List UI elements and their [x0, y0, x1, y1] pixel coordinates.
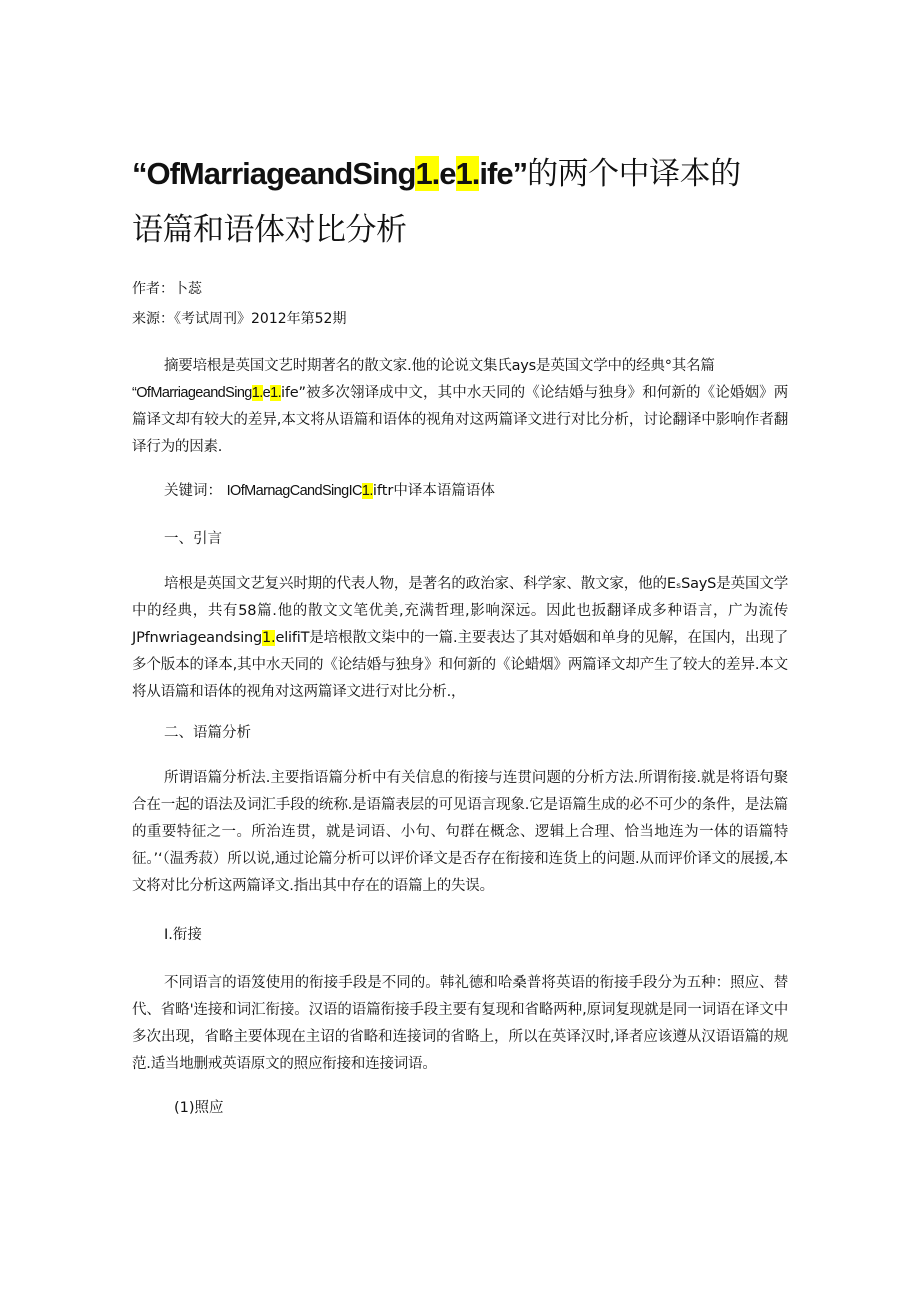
intro-highlight: 1.: [262, 630, 276, 646]
intro-paragraph: [132, 571, 788, 706]
abstract-text-2: ife”被多次翎译成中文，其中水天同的《论结婚与独身》和何新的《论婚姻》两篇译文却有较大的差异,本文将从语篇和语体的视角对这两篇译文进行对比分析，讨论翻译中影响作者翻译行为的因素.: [132, 385, 788, 455]
abstract-highlight-1: 1.: [251, 385, 263, 401]
abstract-paragraph: [132, 353, 788, 461]
source-line: 来源：《考试周刊》2012年第52期: [132, 311, 347, 327]
article-title: [132, 146, 832, 258]
cohesion-paragraph: 不同语言的语笈使用的衔接手段是不同的。韩礼德和哈桑普将英语的衔接手段分为五种：照应、替代、省略'连接和词汇衔接。汉语的语篇衔接手段主要有复现和省略两种,原词复现就是同一词语在译文中多次出现，省略主要体现在主诏的省略和连接词的省略上，所以在英译汉时,译者应该遵从汉语语篇的规范.适当地删戒英语原文的照应衔接和连接词语。: [132, 975, 788, 1072]
title-latin-part-b: e: [439, 156, 456, 191]
intro-text-a: 培根是英国文艺复兴时期的代表人物，是著名的政治家、科学家、散文家，他的EₛSayS是英国文学中的经典，共有58篇.他的散文文笔优美,充满哲理,影响深远。因此也扳翻译成多种语言，广为流传JPfnwriageandsing: [132, 576, 788, 646]
keywords-terms: iftr中译本语篇语体: [372, 483, 495, 499]
abstract-latin-b: e: [262, 385, 271, 401]
keywords-label: 关键词：: [164, 483, 222, 499]
author-line: 作者：卜蕊: [132, 281, 202, 297]
section-heading-intro: 一、引言: [164, 531, 222, 547]
analysis-paragraph: 所谓语篇分析法.主要指语篇分析中有关信息的衔接与连贯问题的分析方法.所谓衔接.就是将语句聚合在一起的语法及词汇手段的统称.是语篇表层的可见语言现象.它是语篇生成的必不可少的条件，是法篇的重要特征之一。所治连贯，就是词语、小句、句群在概念、逻辑上合理、恰当地连为一体的语篇特征。’‘（温秀菽）所以说,通过论篇分析可以评价译文是否存在衔接和连货上的问题.从而评价译文的展援,本文将对比分析这两篇译文.指出其中存在的语篇上的失误。: [132, 770, 788, 894]
title-highlight-2: 1.: [455, 156, 480, 191]
keywords-highlight: 1.: [361, 483, 373, 499]
abstract-highlight-2: 1.: [270, 385, 282, 401]
section-heading-analysis: 二、语篇分析: [164, 725, 251, 741]
title-line-2: 语篇和语体对比分析: [132, 212, 407, 248]
keywords-line: [164, 480, 495, 502]
subheading-cohesion: I.衔接: [164, 927, 202, 943]
title-chinese-part-1: 的两个中译本的: [527, 156, 741, 192]
title-latin-part-c: ife”: [479, 156, 528, 191]
title-highlight-1: 1.: [415, 156, 440, 191]
abstract-text-1: 摘要培根是英国文艺时期著名的散文家.他的论说文集氏ays是英国文学中的经典°其名篇: [164, 358, 715, 374]
title-latin-part-a: “OfMarriageandSing: [132, 156, 416, 191]
subheading-reference: (1)照应: [174, 1100, 224, 1116]
intro-text-b: elifiT是培根散文柒中的一篇.主要表达了其对婚姻和单身的见解，在国内，出现了多个版本的译本,其中水天同的《论结婚与独身》和何新的《论蜡烟》两篇译文却产生了较大的差异.本文将从语篇和语体的视角对这两篇译文进行对比分析.，: [132, 630, 788, 700]
keywords-latin: IOfMarnagCandSingIC: [226, 483, 362, 499]
abstract-latin-a: “OfMarriageandSing: [132, 385, 252, 401]
